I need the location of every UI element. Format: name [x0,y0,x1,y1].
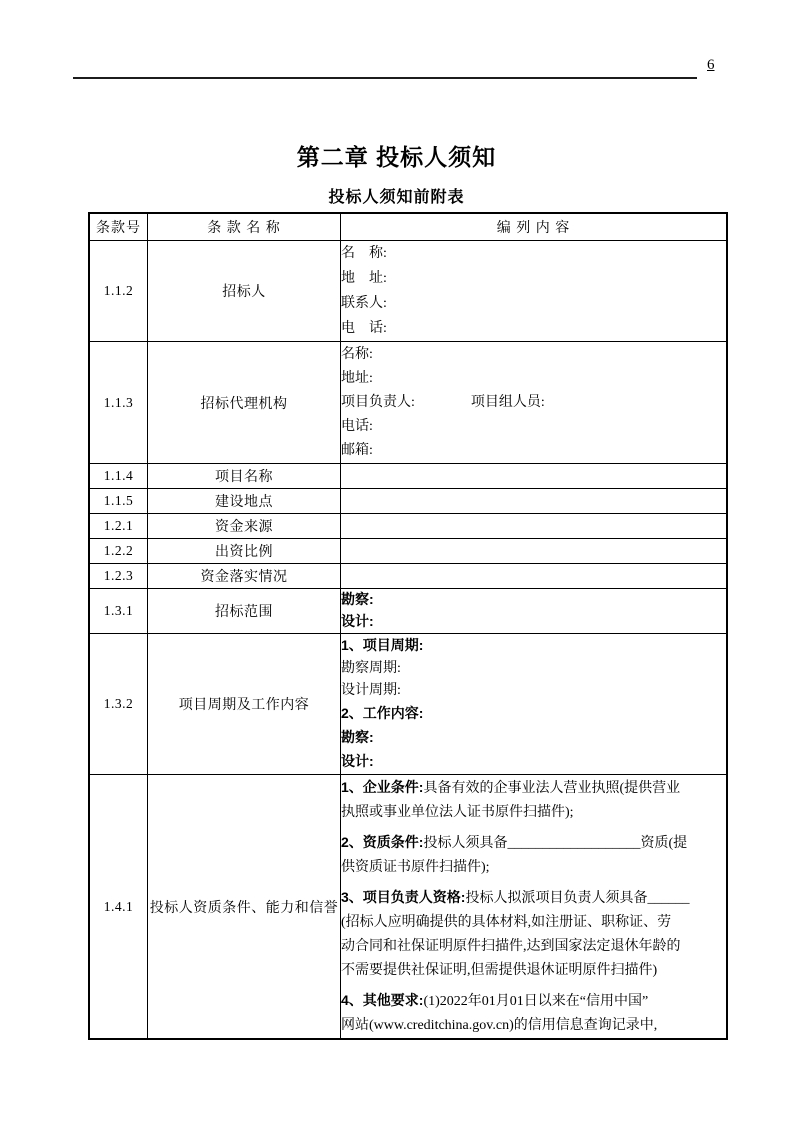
table-row-1.3.2 [89,634,727,775]
table-row-1.4.1 [89,775,727,1040]
content-text-bold: 勘察: [341,729,374,745]
content-line [341,775,726,801]
clause-name-cell: 建设地点 [148,489,341,514]
content-text-bold: 4、其他要求: [341,992,424,1008]
content-text: 动合同和社保证明原件扫描件,达到国家法定退休年龄的 [341,939,681,954]
clause-number-cell: 1.1.5 [89,489,148,514]
content-text-bold: 设计: [341,753,374,769]
content-text: 具备有效的企事业法人营业执照(提供营业 [423,781,681,796]
listed-content-cell [341,514,728,539]
clause-number-cell: 1.1.4 [89,464,148,489]
column-header-clause-name: 条 款 名 称 [148,213,341,241]
content-line [341,439,726,463]
clause-name-cell: 项目周期及工作内容 [148,634,341,775]
content-line [341,856,726,880]
clause-name-cell: 出资比例 [148,539,341,564]
content-line [341,316,726,341]
content-line [341,680,726,702]
clause-number-cell: 1.2.3 [89,564,148,589]
content-text: (1)2022年01月01日以来在“信用中国” [423,994,649,1009]
content-text-bold: 勘察: [341,591,374,607]
content-text-bold: 3、项目负责人资格: [341,889,466,905]
content-line [341,367,726,391]
content-line [341,935,726,959]
listed-content-cell [341,539,728,564]
table-row-1.2.1 [89,514,727,539]
content-line [341,1014,726,1038]
clause-number-cell: 1.3.2 [89,634,148,775]
table-row-1.2.2 [89,539,727,564]
content-text: 供资质证书原件扫描件); [341,860,490,875]
content-line [341,343,726,367]
content-line [341,702,726,726]
content-text-bold: 2、工作内容: [341,705,424,721]
listed-content-cell [341,564,728,589]
column-header-listed-content: 编 列 内 容 [341,213,728,241]
content-line [341,726,726,750]
page-number: 6 [707,57,715,73]
listed-content-cell [341,489,728,514]
table-row-1.3.1 [89,589,727,634]
content-text: 投标人拟派项目负责人须具备______ [465,891,690,906]
clause-number-cell: 1.2.1 [89,514,148,539]
content-text: 电话: [341,418,373,434]
content-text-bold: 设计: [341,613,374,629]
content-line [341,589,726,611]
content-line [341,266,726,291]
table-row-1.2.3 [89,564,727,589]
content-text: 不需要提供社保证明,但需提供退休证明原件扫描件) [341,963,658,978]
listed-content-cell [341,589,728,634]
content-text: 名称: [341,346,373,362]
clause-number-cell: 1.1.3 [89,342,148,464]
content-line [341,658,726,680]
content-text-bold: 2、资质条件: [341,834,424,850]
content-line [341,885,726,911]
content-text: 联系人: [341,296,387,311]
clause-name-cell: 招标范围 [148,589,341,634]
table-row-1.1.4 [89,464,727,489]
column-header-clause-number: 条款号 [89,213,148,241]
clause-number-cell: 1.2.2 [89,539,148,564]
content-line [341,391,726,415]
content-line [341,634,726,658]
content-text-bold: 1、企业条件: [341,779,424,795]
content-text: 地址: [341,370,373,386]
content-line [341,959,726,983]
content-line [341,801,726,825]
table-body [89,241,727,1040]
table-row-1.1.5 [89,489,727,514]
content-text: 电 话: [341,321,387,336]
table-subtitle: 投标人须知前附表 [328,189,465,206]
clause-name-cell: 招标代理机构 [148,342,341,464]
content-text: 投标人须具备___________________资质(提 [423,836,688,851]
clause-number-cell: 1.1.2 [89,241,148,342]
content-text: 邮箱: [341,442,373,458]
clause-number-cell: 1.3.1 [89,589,148,634]
content-text: 执照或事业单位法人证书原件扫描件); [341,805,574,820]
table-row-1.1.2 [89,241,727,342]
content-line [341,750,726,774]
listed-content-cell [341,464,728,489]
listed-content-cell [341,342,728,464]
content-line [341,611,726,633]
content-line [341,241,726,266]
notice-table-wrapper [88,212,722,1040]
chapter-title: 第二章 投标人须知 [296,144,497,170]
clause-name-cell: 招标人 [148,241,341,342]
content-line [341,911,726,935]
listed-content-cell [341,775,728,1040]
table-header-row [89,213,727,241]
content-text: (招标人应明确提供的具体材料,如注册证、职称证、劳 [341,915,672,930]
content-text: 地 址: [341,271,387,286]
header-rule [73,77,697,79]
content-line [341,415,726,439]
table-row-1.1.3 [89,342,727,464]
content-text: 项目负责人: 项目组人员: [341,394,545,410]
clause-number-cell: 1.4.1 [89,775,148,1040]
listed-content-cell [341,241,728,342]
clause-name-cell: 资金来源 [148,514,341,539]
bidder-notice-table [88,212,728,1040]
content-text-bold: 1、项目周期: [341,637,424,653]
content-line [341,291,726,316]
content-text: 网站(www.creditchina.gov.cn)的信用信息查询记录中, [341,1018,658,1033]
content-text: 设计周期: [341,683,401,698]
clause-name-cell: 项目名称 [148,464,341,489]
content-line [341,988,726,1014]
clause-name-cell: 资金落实情况 [148,564,341,589]
clause-name-cell: 投标人资质条件、能力和信誉 [148,775,341,1040]
listed-content-cell [341,634,728,775]
content-line [341,830,726,856]
content-text: 名 称: [341,246,387,261]
content-text: 勘察周期: [341,661,401,676]
